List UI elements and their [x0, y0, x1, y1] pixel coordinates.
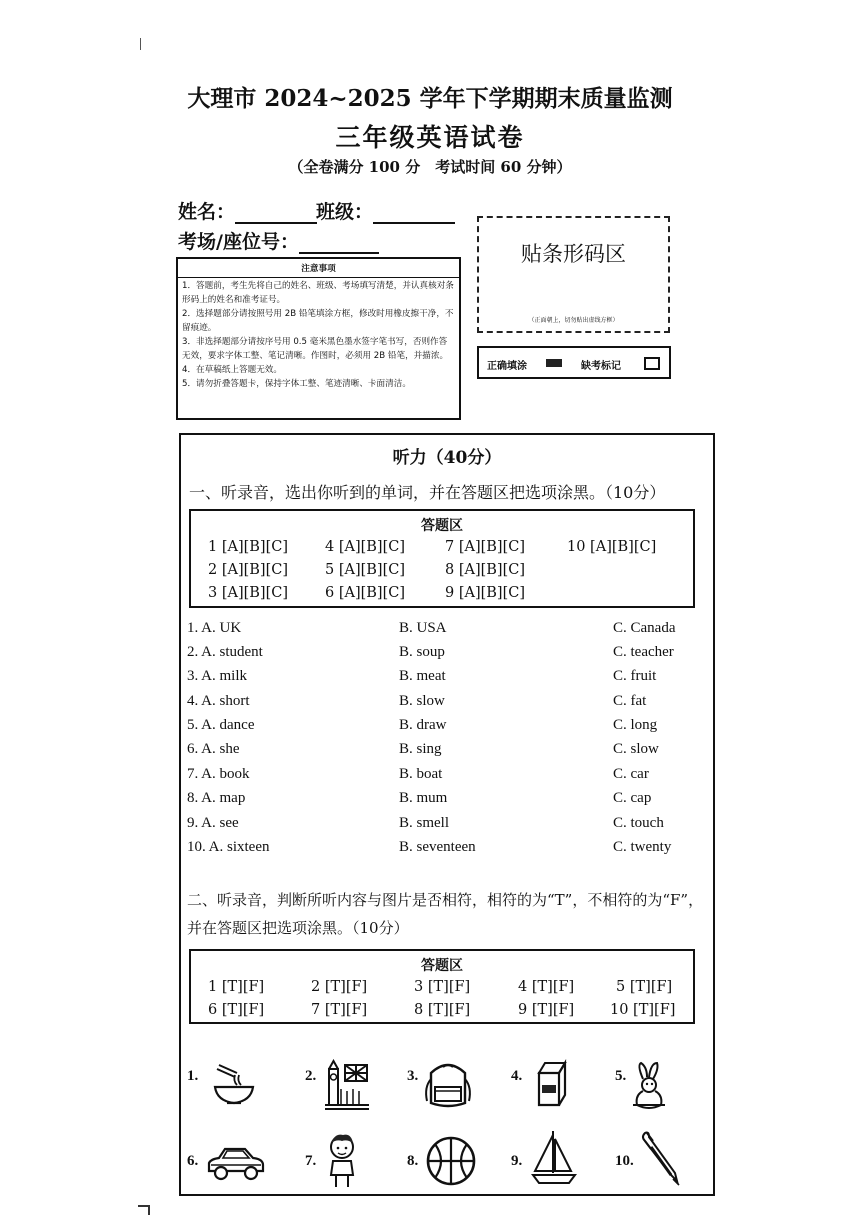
- notice-item: 2．选择题部分请按照号用 2B 铅笔填涂方框，修改时用橡皮擦干净，不留痕迹。: [182, 309, 454, 333]
- listening-section: [179, 433, 715, 1196]
- pen-icon: [637, 1129, 681, 1187]
- tf-answer-item[interactable]: 3 [T][F]: [414, 979, 471, 995]
- answer-row-item[interactable]: 1 [A][B][C]: [208, 539, 288, 555]
- seat-label: 考场/座位号：: [178, 231, 299, 253]
- scan-mark: [140, 38, 141, 50]
- tf-answer-item[interactable]: 1 [T][F]: [208, 979, 265, 995]
- question-8-b: B. mum: [399, 790, 448, 806]
- exam-subtitle: 三年级英语试卷: [335, 123, 525, 152]
- part2-answer-title: 答题区: [421, 958, 463, 974]
- question-10-c: C. twenty: [613, 839, 672, 855]
- question-3-a: 3. A. milk: [187, 668, 248, 684]
- answer-row-item[interactable]: 10 [A][B][C]: [567, 539, 657, 555]
- question-3-b: B. meat: [399, 668, 446, 684]
- question-5-a: 5. A. dance: [187, 717, 255, 733]
- barcode-hint: （正面朝上，切勿贴出虚线方框）: [528, 317, 619, 324]
- class-input-line[interactable]: [373, 204, 455, 224]
- question-10-b: B. seventeen: [399, 839, 476, 855]
- seat-field: [178, 227, 379, 254]
- answer-row-item[interactable]: 3 [A][B][C]: [208, 585, 288, 601]
- question-5-b: B. draw: [399, 717, 447, 733]
- question-1-a: 1. A. UK: [187, 620, 242, 636]
- question-2-a: 2. A. student: [187, 644, 263, 660]
- question-5-c: C. long: [613, 717, 658, 733]
- correct-fill-label: 正确填涂: [487, 361, 527, 372]
- question-8-a: 8. A. map: [187, 790, 246, 806]
- question-1-c: C. Canada: [613, 620, 676, 636]
- listening-title: 听力（40分）: [392, 448, 502, 468]
- seat-input-line[interactable]: [299, 234, 379, 254]
- part2-instruction-line1: 二、听录音，判断所听内容与图片是否相符，相符的为“T”，不相符的为“F”，: [187, 891, 704, 909]
- tf-answer-item[interactable]: 2 [T][F]: [311, 979, 368, 995]
- part1-instruction: 一、听录音，选出你听到的单词，并在答题区把选项涂黑。（10分）: [189, 483, 666, 502]
- answer-row-item[interactable]: 7 [A][B][C]: [445, 539, 525, 555]
- answer-row-item[interactable]: 8 [A][B][C]: [445, 562, 525, 578]
- absent-label: 缺考标记: [581, 361, 621, 372]
- noodle-bowl-icon: [209, 1063, 259, 1109]
- name-input-line[interactable]: [235, 204, 317, 224]
- exam-note: （全卷满分 100 分 考试时间 60 分钟）: [288, 158, 572, 176]
- picture-number: 2.: [305, 1068, 317, 1084]
- part1-answer-box: [189, 509, 695, 608]
- question-1-b: B. USA: [399, 620, 447, 636]
- uk-landmark-icon: [323, 1059, 371, 1113]
- notice-box: [176, 257, 461, 420]
- question-9-c: C. touch: [613, 815, 664, 831]
- name-field: [178, 197, 317, 224]
- picture-number: 8.: [407, 1153, 419, 1169]
- question-4-a: 4. A. short: [187, 693, 250, 709]
- part1-answer-title: 答题区: [421, 518, 463, 534]
- tf-answer-item[interactable]: 4 [T][F]: [518, 979, 575, 995]
- barcode-label: 贴条形码区: [521, 242, 626, 266]
- picture-number: 10.: [615, 1153, 634, 1169]
- basketball-icon: [425, 1135, 477, 1187]
- question-2-b: B. soup: [399, 644, 445, 660]
- picture-number: 6.: [187, 1153, 199, 1169]
- class-label: 班级：: [316, 201, 374, 223]
- question-6-b: B. sing: [399, 741, 442, 757]
- tf-answer-item[interactable]: 5 [T][F]: [616, 979, 673, 995]
- tf-answer-item[interactable]: 7 [T][F]: [311, 1002, 368, 1018]
- answer-row-item[interactable]: 5 [A][B][C]: [325, 562, 405, 578]
- backpack-icon: [421, 1059, 475, 1111]
- filled-sample-icon: [546, 359, 562, 367]
- barcode-area: [477, 216, 670, 333]
- question-2-c: C. teacher: [613, 644, 674, 660]
- picture-number: 1.: [187, 1068, 199, 1084]
- milk-carton-icon: [531, 1059, 571, 1109]
- part2-answer-box: [189, 949, 695, 1024]
- rabbit-icon: [627, 1061, 671, 1111]
- question-7-c: C. car: [613, 766, 649, 782]
- car-icon: [205, 1143, 267, 1183]
- picture-number: 7.: [305, 1153, 317, 1169]
- question-9-b: B. smell: [399, 815, 450, 831]
- question-4-b: B. slow: [399, 693, 445, 709]
- scan-mark: [148, 1205, 150, 1215]
- name-label: 姓名：: [178, 201, 236, 223]
- notice-item: 3．非选择题部分请按序号用 0.5 毫米黑色墨水签字笔书写，否则作答无效，要求字体工整、笔记清晰。作图时，必须用 2B 铅笔，并描浓。: [182, 337, 449, 361]
- notice-item: 1．答题前，考生先将自己的姓名、班级、考场填写清楚，并认真核对条形码上的姓名和准考证号。: [182, 281, 454, 305]
- answer-row-item[interactable]: 9 [A][B][C]: [445, 585, 525, 601]
- question-7-b: B. boat: [399, 766, 443, 782]
- notice-item: 4．在草稿纸上答题无效。: [182, 365, 282, 375]
- question-4-c: C. fat: [613, 693, 647, 709]
- class-field: [316, 197, 455, 224]
- tf-answer-item[interactable]: 8 [T][F]: [414, 1002, 471, 1018]
- exam-title: 大理市 2024~2025 学年下学期期末质量监测: [187, 85, 673, 112]
- picture-number: 9.: [511, 1153, 523, 1169]
- question-8-c: C. cap: [613, 790, 652, 806]
- fill-mark-box: [477, 346, 671, 379]
- question-9-a: 9. A. see: [187, 815, 239, 831]
- tf-answer-item[interactable]: 9 [T][F]: [518, 1002, 575, 1018]
- tf-answer-item[interactable]: 6 [T][F]: [208, 1002, 265, 1018]
- boy-icon: [323, 1131, 361, 1189]
- question-6-c: C. slow: [613, 741, 659, 757]
- absent-checkbox[interactable]: [644, 357, 660, 370]
- answer-row-item[interactable]: 2 [A][B][C]: [208, 562, 288, 578]
- sailboat-icon: [531, 1129, 577, 1189]
- question-6-a: 6. A. she: [187, 741, 240, 757]
- picture-number: 4.: [511, 1068, 523, 1084]
- notice-heading: 注意事项: [178, 262, 459, 278]
- question-3-c: C. fruit: [613, 668, 657, 684]
- answer-row-item[interactable]: 4 [A][B][C]: [325, 539, 405, 555]
- question-10-a: 10. A. sixteen: [187, 839, 270, 855]
- notice-item: 5．请勿折叠答题卡，保持字体工整、笔迹清晰、卡面清洁。: [182, 379, 411, 389]
- picture-number: 3.: [407, 1068, 419, 1084]
- question-7-a: 7. A. book: [187, 766, 250, 782]
- tf-answer-item[interactable]: 10 [T][F]: [610, 1002, 676, 1018]
- part2-instruction-line2: 并在答题区把选项涂黑。（10分）: [187, 919, 409, 937]
- picture-number: 5.: [615, 1068, 627, 1084]
- answer-row-item[interactable]: 6 [A][B][C]: [325, 585, 405, 601]
